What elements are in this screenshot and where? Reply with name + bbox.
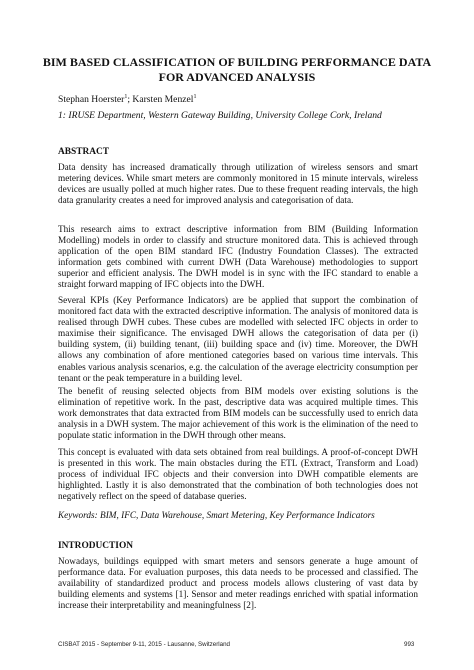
footer-conference: CISBAT 2015 - September 9-11, 2015 - Lausanne, Switzerland bbox=[58, 641, 230, 648]
abstract-paragraph: This research aims to extract descriptive information from BIM (Building Information Modelling) models in order to classify and structure monitored data. This is achieved through application of the open BIM standard IFC (Industry Foundation Classes). The extracted information gets combined with current DWH (Data Warehouse) methodologies to support superior and efficient analysis. The DWH model is in sync with the IFC standard to enable a straight forward mapping of IFC objects into the DWH. bbox=[58, 225, 418, 291]
abstract-paragraph: The benefit of reusing selected objects from BIM models over existing solutions is the elimination of repetitive work. In the past, descriptive data was acquired multiple times. This work demonstrates that data extracted from BIM models can be successfully used to enrich data analysis in a DWH system. The major achievement of this work is the elimination of the need to populate static information in the DWH through other means. bbox=[58, 387, 418, 442]
author-affiliation-mark: 1 bbox=[193, 93, 197, 100]
affiliation bbox=[58, 110, 382, 122]
author-line bbox=[58, 94, 196, 106]
author-name: Karsten Menzel bbox=[132, 94, 194, 105]
abstract-paragraph: Data density has increased dramatically through utilization of wireless sensors and smart metering devices. While smart meters are commonly monitored in 15 minute intervals, wireless devices are usually polled at much higher rates. Due to these frequent reading intervals, the high data granularity creates a need for improved analysis and categorisation of data. bbox=[58, 163, 418, 207]
abstract-paragraph: This concept is evaluated with data sets obtained from real buildings. A proof-of-concept DWH is presented in this work. The main obstacles during the ETL (Extract, Transform and Load) process of individual IFC objects and their conversion into DWH compatible elements are highlighted. Lastly it is also demonstrated that the combination of both technologies does not negatively reflect on the speed of database queries. bbox=[58, 448, 418, 503]
author-name: Stephan Hoerster bbox=[58, 94, 125, 105]
affiliation-text: IRUSE Department, Western Gateway Building, University College Cork, Ireland bbox=[68, 110, 382, 121]
keywords: Keywords: BIM, IFC, Data Warehouse, Smart Metering, Key Performance Indicators bbox=[58, 511, 375, 521]
introduction-paragraph: Nowadays, buildings equipped with smart meters and sensors generate a huge amount of performance data. For evaluation purposes, this data needs to be processed and classified. The availability of standardized product and process models allows clustering of vast data by building elements and systems [1]. Sensor and meter readings enriched with spatial information increase their interpretability and meaningfulness [2]. bbox=[58, 557, 418, 612]
affiliation-mark: 1: bbox=[58, 110, 66, 121]
author-separator: ; bbox=[127, 94, 133, 105]
page-number: 993 bbox=[404, 641, 415, 648]
abstract-paragraph: Several KPIs (Key Performance Indicators) are be applied that support the combination of monitored fact data with the extracted descriptive information. The analysis of monitored data is realised through DWH cubes. These cubes are modelled with selected IFC objects in order to maximise their significance. The envisaged DWH allows the categorisation of data per (i) building system, (ii) building tenant, (iii) building space and (iv) time. Moreover, the DWH allows any combination of afore mentioned categories based on various time intervals. This enables various analysis scenarios, e.g. the calculation of the average electricity consumption per tenant or the peak temperature in a building level. bbox=[58, 296, 418, 384]
introduction-heading: INTRODUCTION bbox=[58, 541, 134, 551]
author-affiliation-mark: 1 bbox=[124, 93, 128, 100]
abstract-heading: ABSTRACT bbox=[58, 147, 110, 157]
paper-title: BIM BASED CLASSIFICATION OF BUILDING PERFORMANCE DATA FOR ADVANCED ANALYSIS bbox=[42, 55, 432, 84]
